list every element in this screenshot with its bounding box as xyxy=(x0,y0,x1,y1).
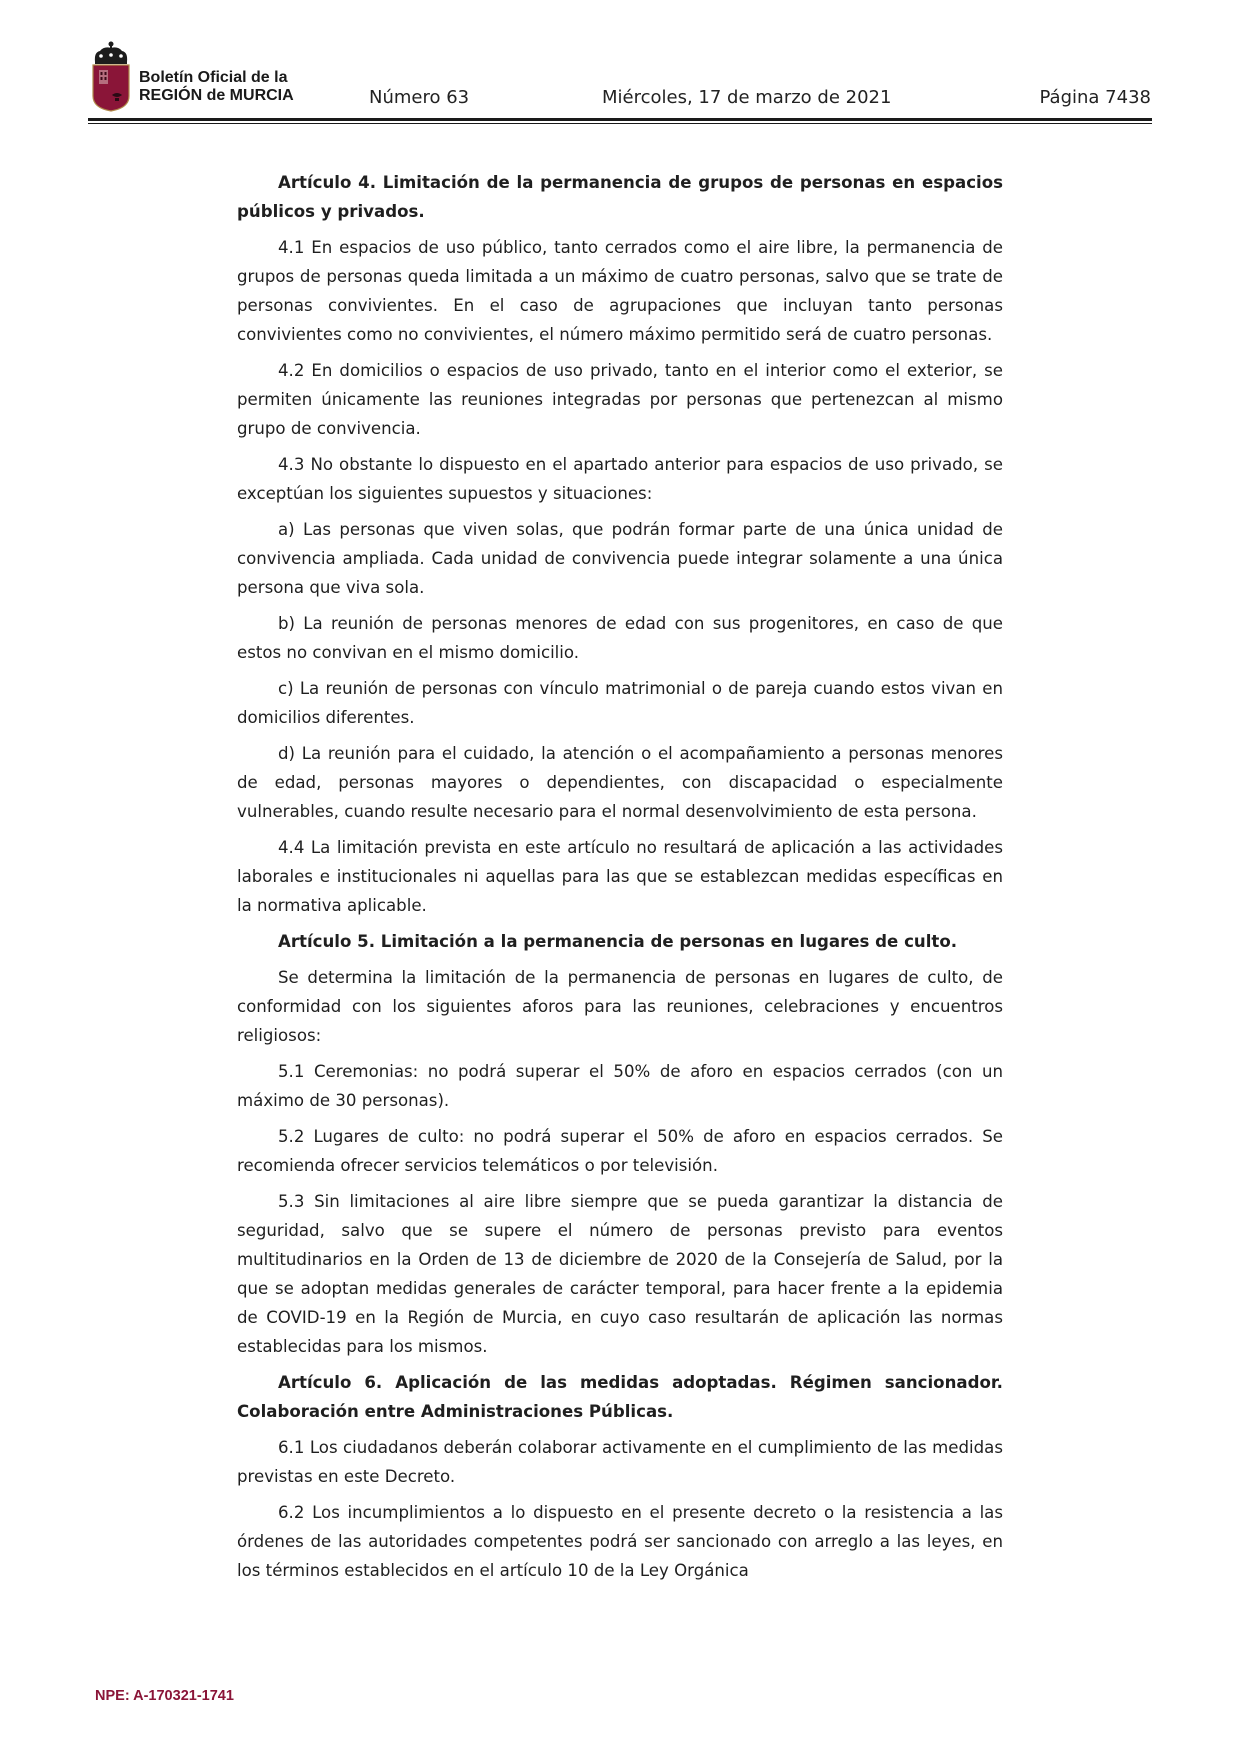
issue-number: Número 63 xyxy=(369,87,470,108)
header-rule-thick xyxy=(88,118,1152,121)
paragraph: 5.1 Ceremonias: no podrá superar el 50% de aforo en espacios cerrados (con un máximo de 30 personas). xyxy=(237,1062,1003,1110)
paragraph: 6.1 Los ciudadanos deberán colaborar activamente en el cumplimiento de las medidas previstas en este Decreto. xyxy=(237,1438,1003,1486)
article-heading: Artículo 4. Limitación de la permanencia de grupos de personas en espacios públicos y privados. xyxy=(237,173,1003,221)
paragraph: 4.3 No obstante lo dispuesto en el apartado anterior para espacios de uso privado, se exceptúan los siguientes supuestos y situaciones: xyxy=(237,455,1003,503)
paragraph: Se determina la limitación de la permanencia de personas en lugares de culto, de conformidad con los siguientes aforos para las reuniones, celebraciones y encuentros religiosos: xyxy=(237,968,1003,1045)
article-heading: Artículo 6. Aplicación de las medidas adoptadas. Régimen sancionador. Colaboración entre Administraciones Públicas. xyxy=(237,1373,1003,1421)
document-body xyxy=(237,168,1003,1592)
coat-of-arms-icon xyxy=(90,40,132,112)
paragraph: a) Las personas que viven solas, que podrán formar parte de una única unidad de convivencia ampliada. Cada unidad de convivencia puede integrar solamente a una única persona que viva sola. xyxy=(237,520,1003,597)
paragraph: 5.2 Lugares de culto: no podrá superar el 50% de aforo en espacios cerrados. Se recomienda ofrecer servicios telemáticos o por televisión. xyxy=(237,1127,1003,1175)
article-heading: Artículo 5. Limitación a la permanencia de personas en lugares de culto. xyxy=(278,932,958,951)
brand-line-2: REGIÓN de MURCIA xyxy=(139,87,294,104)
issue-date: Miércoles, 17 de marzo de 2021 xyxy=(602,87,892,108)
brand-line-1: Boletín Oficial de la xyxy=(139,69,288,86)
page-number: Página 7438 xyxy=(1039,87,1151,108)
paragraph: c) La reunión de personas con vínculo matrimonial o de pareja cuando estos vivan en domicilios diferentes. xyxy=(237,679,1003,727)
paragraph: 4.1 En espacios de uso público, tanto cerrados como el aire libre, la permanencia de grupos de personas queda limitada a un máximo de cuatro personas, salvo que se trate de personas convivientes. En el caso de agrupaciones que incluyan tanto personas convivientes como no convivientes, el número máximo permitido será de cuatro personas. xyxy=(237,238,1003,344)
paragraph: b) La reunión de personas menores de edad con sus progenitores, en caso de que estos no convivan en el mismo domicilio. xyxy=(237,614,1003,662)
paragraph: d) La reunión para el cuidado, la atención o el acompañamiento a personas menores de edad, personas mayores o dependientes, con discapacidad o especialmente vulnerables, cuando resulte necesario para el normal desenvolvimiento de esta persona. xyxy=(237,744,1003,821)
paragraph: 6.2 Los incumplimientos a lo dispuesto en el presente decreto o la resistencia a las órdenes de las autoridades competentes podrá ser sancionado con arreglo a las leyes, en los términos establecidos en el artículo 10 de la Ley Orgánica xyxy=(237,1503,1003,1580)
paragraph: 4.4 La limitación prevista en este artículo no resultará de aplicación a las actividades laborales e institucionales ni aquellas para las que se establezcan medidas específicas en la normativa aplicable. xyxy=(237,838,1003,915)
paragraph: 4.2 En domicilios o espacios de uso privado, tanto en el interior como el exterior, se permiten únicamente las reuniones integradas por personas que pertenezcan al mismo grupo de convivencia. xyxy=(237,361,1003,438)
bulletin-brand xyxy=(139,69,294,105)
header-rule-thin xyxy=(88,123,1152,124)
paragraph: 5.3 Sin limitaciones al aire libre siempre que se pueda garantizar la distancia de seguridad, salvo que se supere el número de personas previsto para eventos multitudinarios en la Orden de 13 de diciembre de 2020 de la Consejería de Salud, por la que se adoptan medidas generales de carácter temporal, para hacer frente a la epidemia de COVID-19 en la Región de Murcia, en cuyo caso resultarán de aplicación las normas establecidas para los mismos. xyxy=(237,1192,1003,1356)
npe-code: NPE: A-170321-1741 xyxy=(95,1688,234,1704)
